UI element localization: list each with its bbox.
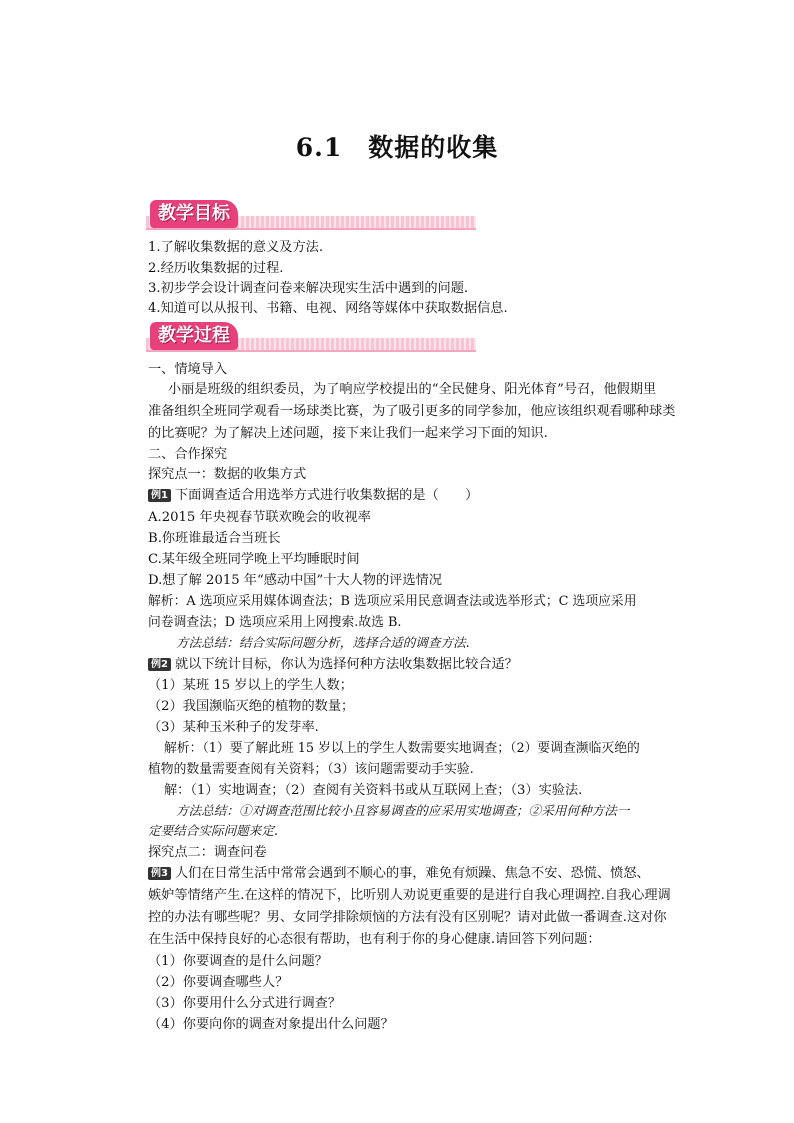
banner-underline: [146, 228, 476, 230]
example-3-line: 嫉妒等情绪产生.在这样的情况下，比听别人劝说更重要的是进行自我心理调控.自我心理调: [148, 888, 671, 903]
example-3-line: 控的办法有哪些呢？男、女同学排除烦恼的方法有没有区别呢？请对此做一番调查.这对你: [148, 910, 667, 925]
explore-point-1: 探究点一：数据的收集方式: [148, 467, 307, 482]
sub-item: （4）你要向你的调查对象提出什么问题？: [148, 1017, 394, 1032]
option-item: B.你班谁最适合当班长: [148, 531, 281, 546]
explore-point-2: 探究点二：调查问卷: [148, 845, 267, 860]
example-3-line: 在生活中保持良好的心态很有帮助，也有利于你的身心健康.请回答下列问题：: [148, 932, 601, 947]
method-summary: 定要结合实际问题来定.: [148, 823, 278, 838]
analysis-line: 解析：（1）要了解此班 15 岁以上的学生人数需要实地调查；（2）要调查濒临灭绝的: [164, 741, 640, 756]
question-text: 人们在日常生活中常常会遇到不顺心的事，难免有烦躁、焦急不安、恐慌、愤怒、: [174, 866, 650, 881]
intro-line: 的比赛呢？为了解决上述问题，接下来让我们一起来学习下面的知识.: [148, 426, 548, 441]
sub-item: （1）你要调查的是什么问题？: [148, 954, 328, 969]
example-1-question: [148, 484, 478, 503]
intro-line: 小丽是班级的组织委员，为了响应学校提出的“全民健身、阳光体育”号召，他假期里: [168, 382, 657, 397]
analysis-line: 解析：A 选项应采用媒体调查法；B 选项应采用民意调查法或选举形式；C 选项应采用: [148, 594, 637, 609]
process-banner: [146, 322, 476, 352]
goal-item: 1.了解收集数据的意义及方法.: [148, 240, 324, 255]
goals-banner: [146, 200, 476, 230]
process-heading: 教学过程: [150, 322, 238, 350]
part1-heading: 一、情境导入: [148, 362, 228, 377]
goal-item: 3.初步学会设计调查问卷来解决现实生活中遇到的问题.: [148, 281, 469, 296]
analysis-line: 植物的数量需要查阅有关资料；（3）该问题需要动手实验.: [148, 762, 474, 777]
answer-line: 解：（1）实地调查；（2）查阅有关资料书或从互联网上查；（3）实验法.: [164, 783, 583, 798]
sub-item: （2）我国濒临灭绝的植物的数量；: [148, 699, 355, 714]
example-3-line: [148, 862, 650, 881]
example-badge: 例3: [148, 867, 171, 880]
example-badge: 例2: [148, 658, 171, 671]
goal-item: 4.知道可以从报刊、书籍、电视、网络等媒体中获取数据信息.: [148, 301, 508, 316]
sub-item: （2）你要调查哪些人？: [148, 975, 289, 990]
goals-heading: 教学目标: [150, 200, 238, 228]
method-summary: 方法总结：结合实际问题分析，选择合适的调查方法.: [176, 635, 470, 650]
option-item: A.2015 年央视春节联欢晚会的收视率: [148, 510, 371, 525]
option-item: D.想了解 2015 年“感动中国”十大人物的评选情况: [148, 573, 442, 588]
title-text: 数据的收集: [368, 133, 499, 162]
sub-item: （3）你要用什么分式进行调查？: [148, 996, 342, 1011]
part2-heading: 二、合作探究: [148, 447, 228, 462]
goal-item: 2.经历收集数据的过程.: [148, 261, 284, 276]
option-item: C.某年级全班同学晚上平均睡眠时间: [148, 552, 360, 567]
analysis-line: 问卷调查法；D 选项应采用上网搜索.故选 B.: [148, 615, 402, 630]
intro-line: 准备组织全班同学观看一场球类比赛，为了吸引更多的同学参加，他应该组织观看哪种球类: [148, 404, 676, 419]
page-title: [0, 128, 794, 164]
example-badge: 例1: [148, 489, 171, 502]
banner-underline: [146, 350, 476, 352]
section-number: 6.1: [295, 133, 343, 162]
sub-item: （3）某种玉米种子的发芽率.: [148, 720, 319, 735]
example-2-question: [148, 653, 518, 672]
question-text: 下面调查适合用选举方式进行收集数据的是（ ）: [174, 488, 479, 503]
method-summary: 方法总结：①对调查范围比较小且容易调查的应采用实地调查；②采用何种方法一: [176, 803, 630, 818]
sub-item: （1）某班 15 岁以上的学生人数；: [148, 678, 353, 693]
question-text: 就以下统计目标，你认为选择何种方法收集数据比较合适？: [174, 657, 518, 672]
